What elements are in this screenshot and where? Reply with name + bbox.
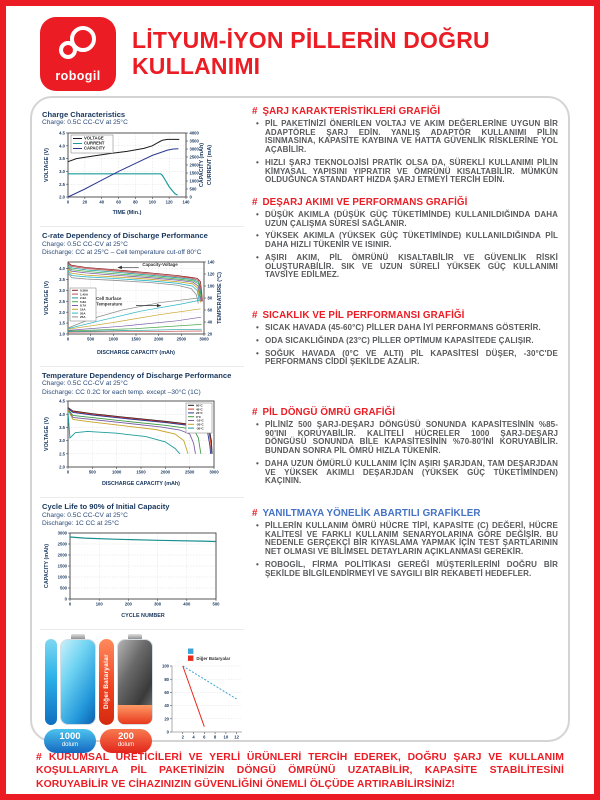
- footer-note: [36, 751, 564, 791]
- svg-text:2.0: 2.0: [59, 309, 65, 315]
- chart-subtitle: Discharge: 1C CC at 25°C: [42, 520, 120, 528]
- bullet-list: [252, 421, 558, 486]
- svg-text:-30°C: -30°C: [196, 426, 204, 431]
- battery-good: [44, 634, 96, 753]
- section-heading-text: PİL DÖNGÜ ÖMRÜ GRAFİĞİ: [262, 406, 396, 418]
- svg-text:1500: 1500: [131, 336, 141, 342]
- svg-text:2500: 2500: [185, 469, 195, 475]
- section-heading: [252, 508, 558, 519]
- svg-text:2500: 2500: [189, 154, 199, 160]
- hash-marker: #: [252, 406, 258, 418]
- svg-text:5.8A: 5.8A: [80, 299, 87, 304]
- svg-text:140: 140: [182, 199, 190, 205]
- svg-text:-20°C: -20°C: [196, 422, 204, 427]
- chart-canvas-charge: [42, 128, 244, 221]
- chart-crate-discharge: [40, 227, 244, 367]
- svg-text:VOLTAGE (V): VOLTAGE (V): [44, 148, 50, 183]
- good-cycles-unit: dolum: [61, 742, 79, 749]
- section-heading-text: YANILTMAYA YÖNELİK ABARTILI GRAFİKLER: [262, 507, 481, 519]
- svg-text:23°C: 23°C: [196, 411, 203, 416]
- svg-text:2000: 2000: [189, 162, 199, 168]
- svg-text:500: 500: [87, 336, 95, 342]
- bullet: • HIZLI ŞARJ TEKNOLOJİSİ PRATİK OLSA DA, SÜREKLİ KULLANIMI PİLİN KİMYASAL YAPISINI YIPRATIR VE ÖMRÜNÜ KISALTABİLİR. MÜMKÜN OLDUĞUNCA STANDART HIZDA ŞARJ ETMEYİ TERCİH EDİN.: [265, 159, 558, 185]
- svg-text:500: 500: [88, 469, 96, 475]
- bullet: • ODA SICAKLIĞINDA (23°C) PİLLER OPTİMUM KAPASİTEDE ÇALIŞIR.: [265, 337, 558, 346]
- svg-text:2000: 2000: [57, 552, 67, 558]
- svg-text:25A: 25A: [80, 314, 86, 319]
- svg-text:3500: 3500: [189, 138, 199, 144]
- section-heading-text: ŞARJ KARAKTERİSTİKLERİ GRAFİĞİ: [262, 106, 441, 117]
- svg-text:0: 0: [66, 469, 70, 475]
- low-charge-level: [118, 705, 152, 723]
- svg-text:2.5: 2.5: [59, 298, 65, 304]
- svg-text:2000: 2000: [160, 469, 170, 475]
- svg-text:100: 100: [95, 601, 103, 607]
- svg-text:CAPACITY (mAh): CAPACITY (mAh): [199, 142, 205, 188]
- red-capsule: [99, 639, 114, 725]
- svg-text:CURRENT: CURRENT: [84, 140, 105, 146]
- footer-text: KURUMSAL ÜRETİCİLERİ VE YERLİ ÜRÜNLERİ TERCİH EDEREK, DOĞRU ŞARJ VE KULLANIM KOŞULLARIYLA PİL PAKETİNİZİN DÖNGÜ ÖMRÜNÜ UZATABİLİR, KAPASİTE STABİLİTESİNİ KORUYABİLİR VE CİHAZINIZIN GÜVENLİĞİNİ ÖNEMLİ ÖLÇÜDE ARTIRABİLİRSİNİZ!: [36, 752, 564, 790]
- chart-title: Temperature Dependency of Discharge Performance: [42, 370, 232, 380]
- svg-text:15A: 15A: [80, 307, 86, 312]
- empty-battery-icon: [117, 639, 153, 725]
- hash-marker: #: [252, 197, 258, 209]
- svg-text:3.5: 3.5: [59, 425, 65, 431]
- svg-text:CAPACITY: CAPACITY: [84, 145, 106, 151]
- full-battery-icon: [60, 639, 96, 725]
- svg-text:2.0: 2.0: [59, 464, 65, 470]
- svg-text:500: 500: [212, 601, 220, 607]
- hash-marker: #: [36, 752, 42, 763]
- bullet: • DÜŞÜK AKIMLA (DÜŞÜK GÜÇ TÜKETİMİNDE) KULLANILDIĞINDA DAHA UZUN ÇALIŞMA SÜRESİ SAĞLANIR.: [265, 211, 558, 228]
- chart-cycle-life: [40, 498, 244, 630]
- svg-text:0: 0: [189, 194, 192, 200]
- svg-text:20: 20: [164, 716, 169, 722]
- chart-charge-characteristics: [40, 106, 244, 227]
- svg-text:0°C: 0°C: [196, 415, 202, 420]
- svg-text:60: 60: [164, 689, 169, 695]
- svg-text:Capacity-Voltage: Capacity-Voltage: [142, 261, 178, 267]
- content-card: [30, 96, 570, 749]
- svg-text:4.0: 4.0: [59, 143, 65, 149]
- svg-text:2: 2: [181, 734, 184, 740]
- hash-marker: #: [252, 106, 258, 117]
- bullet: • SICAK HAVADA (45-60°C) PİLLER DAHA İYİ PERFORMANS GÖSTERİR.: [265, 324, 558, 333]
- svg-text:4.5: 4.5: [59, 130, 65, 136]
- svg-text:2.5: 2.5: [59, 181, 65, 187]
- svg-text:3000: 3000: [57, 530, 67, 536]
- robogil-logo: [40, 17, 116, 91]
- bullet: • DAHA UZUN ÖMÜRLÜ KULLANIM İÇİN AŞIRI ŞARJDAN, TAM DEŞARJDAN VE YÜKSEK AKIMLI DEŞARJDAN (YÜKSEK GÜÇ TÜKETİMİNDEN) KAÇININ.: [265, 460, 558, 486]
- battery-good-group: [44, 634, 96, 753]
- svg-text:Temperature: Temperature: [96, 301, 123, 307]
- battery-comparison: [40, 630, 244, 753]
- svg-text:4.0: 4.0: [59, 412, 65, 418]
- section-heading: [252, 197, 558, 208]
- svg-text:1000: 1000: [108, 336, 118, 342]
- svg-text:4000: 4000: [189, 130, 199, 136]
- svg-text:45°C: 45°C: [196, 407, 203, 412]
- svg-text:20: 20: [82, 199, 88, 205]
- svg-text:80: 80: [133, 199, 138, 205]
- svg-text:2.5: 2.5: [59, 451, 65, 457]
- svg-text:0: 0: [66, 199, 70, 205]
- svg-text:10: 10: [223, 734, 229, 740]
- svg-text:Cell Surface: Cell Surface: [96, 295, 122, 301]
- svg-text:CYCLE NUMBER: CYCLE NUMBER: [121, 612, 165, 619]
- svg-text:200: 200: [124, 601, 132, 607]
- text-column: [252, 106, 558, 732]
- svg-text:VOLTAGE (V): VOLTAGE (V): [44, 417, 50, 452]
- section-heading: [252, 310, 558, 321]
- svg-text:TEMPERATURE (°C): TEMPERATURE (°C): [217, 271, 223, 324]
- bullet: • ROBOGİL, FİRMA POLİTİKASI GEREĞİ MÜŞTERİLERİNİ DOĞRU BİR ŞEKİLDE BİLGİLENDİRMEYİ VE SAYGILI BİR REKABETİ HEDEFLER.: [265, 561, 558, 578]
- chart-subtitle: Charge: 0.5C CC-CV at 25°C: [42, 240, 128, 248]
- chart-subtitle: Charge: 0.5C CC-CV at 25°C: [42, 119, 128, 127]
- section-heading: [252, 106, 558, 117]
- svg-text:3.5: 3.5: [59, 276, 65, 282]
- good-cycles-value: 1000: [59, 730, 81, 742]
- svg-text:120: 120: [165, 199, 173, 205]
- svg-text:2500: 2500: [57, 541, 67, 547]
- svg-text:1500: 1500: [189, 170, 199, 176]
- svg-text:20: 20: [207, 331, 213, 337]
- charts-column: [40, 106, 244, 749]
- svg-text:3000: 3000: [209, 469, 219, 475]
- svg-text:1000: 1000: [57, 574, 67, 580]
- svg-text:2.9A: 2.9A: [80, 295, 87, 300]
- svg-text:0.58A: 0.58A: [80, 288, 89, 293]
- svg-text:DISCHARGE CAPACITY (mAh): DISCHARGE CAPACITY (mAh): [102, 481, 180, 488]
- chart-canvas-comparison: [158, 640, 250, 753]
- svg-text:DISCHARGE CAPACITY (mAh): DISCHARGE CAPACITY (mAh): [97, 349, 175, 356]
- page-title-line2: KULLANIMI: [132, 53, 261, 79]
- svg-text:3.0: 3.0: [59, 169, 65, 175]
- svg-text:1.0: 1.0: [59, 331, 65, 337]
- hash-marker: #: [252, 310, 258, 322]
- svg-text:500: 500: [60, 585, 67, 591]
- bullet-list: [252, 211, 558, 280]
- svg-text:300: 300: [154, 601, 162, 607]
- bullet-list: [252, 324, 558, 367]
- chart-subtitle: Charge: 0.5C CC-CV at 25°C: [42, 511, 128, 519]
- svg-text:40: 40: [207, 319, 213, 325]
- robogil-logo-icon: [55, 25, 101, 68]
- section-temperature: [252, 310, 558, 367]
- svg-text:1.5: 1.5: [59, 320, 65, 326]
- svg-text:3000: 3000: [199, 336, 209, 342]
- svg-text:140: 140: [207, 259, 215, 265]
- logo-text: robogil: [55, 69, 101, 83]
- svg-text:1000: 1000: [189, 178, 199, 184]
- svg-text:100: 100: [148, 199, 156, 205]
- svg-text:1500: 1500: [136, 469, 146, 475]
- svg-text:60°C: 60°C: [196, 403, 203, 408]
- chart-title: C-rate Dependency of Discharge Performance: [42, 231, 208, 241]
- svg-text:3.0: 3.0: [59, 438, 65, 444]
- chart-subtitle: Discharge: CC 0.2C for each temp. except –30°C (1C): [42, 388, 201, 396]
- svg-text:1000: 1000: [112, 469, 122, 475]
- svg-text:40: 40: [99, 199, 105, 205]
- svg-text:60: 60: [207, 307, 213, 313]
- bullet: • AŞIRI AKIM, PİL ÖMRÜNÜ KISALTABİLİR VE GÜVENLİK RİSKİ OLUŞTURABİLİR. SIK VE UZUN SÜRELİ YÜKSEK GÜÇ KULLANIMI TAVSİYE EDİLMEZ.: [265, 254, 558, 280]
- svg-text:2000: 2000: [154, 336, 164, 342]
- svg-text:0: 0: [166, 729, 169, 735]
- hash-marker: #: [252, 507, 258, 519]
- svg-text:4.5: 4.5: [59, 398, 65, 404]
- svg-text:TIME (Min.): TIME (Min.): [112, 210, 142, 217]
- chart-subtitle: Charge: 0.5C CC-CV at 25°C: [42, 380, 128, 388]
- bullet: • PİLİNİZ 500 ŞARJ-DEŞARJ DÖNGÜSÜ SONUNDA KAPASİTESİNİN %85-90'INI KORUYABİLİR. KALİTELİ HÜCRELER 1000 ŞARJ-DEŞARJ DÖNGÜSÜ SONUNDA BİLE KAPASİTESİNİN %70-80'İNİ KORUYABİLİR. BUNDAN SONRA PİL ÖMRÜ HIZLA TÜKENİR.: [265, 421, 558, 456]
- bullet: • PİL PAKETİNİZİ ÖNERİLEN VOLTAJ VE AKIM DEĞERLERİNE UYGUN BİR ADAPTÖRLE ŞARJ EDİN. YANLIŞ ADAPTÖR KULLANIMI PİLİN ISINMASINA, KAPASİTE KAYBINA VE HATTA GÜVENLİK RİSKLERİNE YOL AÇABİLİR.: [265, 120, 558, 155]
- svg-text:1.45A: 1.45A: [80, 291, 89, 296]
- svg-text:20A: 20A: [80, 310, 86, 315]
- bullet: • YÜKSEK AKIMLA (YÜKSEK GÜÇ TÜKETİMİNDE) KULLANILDIĞINDA PİL DAHA HIZLI TÜKENİR VE ISINIR.: [265, 232, 558, 249]
- svg-text:2500: 2500: [176, 336, 186, 342]
- chart-temperature-discharge: [40, 367, 244, 499]
- svg-text:6: 6: [203, 734, 206, 740]
- section-discharge: [252, 197, 558, 280]
- svg-text:3000: 3000: [189, 146, 199, 152]
- chart-canvas-cycle: [42, 529, 244, 624]
- bullet: • SOĞUK HAVADA (0°C VE ALTI) PİL KAPASİTESİ DÜŞER, -30°C'DE PERFORMANS CİDDİ ŞEKİLDE AZALIR.: [265, 350, 558, 367]
- chart-title: Charge Characteristics: [42, 110, 126, 119]
- bullet-list: [252, 120, 558, 185]
- svg-text:2.0: 2.0: [59, 194, 65, 200]
- bad-cycles-unit: dolum: [117, 742, 135, 749]
- section-charge: [252, 106, 558, 185]
- svg-text:3.5: 3.5: [59, 156, 65, 162]
- svg-text:60: 60: [116, 199, 121, 205]
- page-title-line1: LİTYUM-İYON PİLLERİN DOĞRU: [132, 27, 490, 54]
- chart-title: Cycle Life to 90% of Initial Capacity: [42, 502, 170, 512]
- svg-text:Diğer Bataryalar: Diğer Bataryalar: [196, 655, 231, 661]
- svg-text:400: 400: [183, 601, 191, 607]
- svg-text:12: 12: [234, 734, 239, 740]
- svg-text:80: 80: [207, 295, 213, 301]
- svg-text:1500: 1500: [57, 563, 67, 569]
- svg-text:80: 80: [164, 676, 169, 682]
- header: [6, 6, 594, 96]
- chart-canvas-temperature: [42, 397, 244, 492]
- svg-text:0: 0: [64, 596, 67, 602]
- svg-text:CAPACITY (mAh): CAPACITY (mAh): [44, 543, 50, 588]
- section-heading-text: SICAKLIK VE PİL PERFORMANSI GRAFİĞİ: [262, 310, 465, 322]
- svg-text:120: 120: [207, 271, 215, 277]
- battery-bad: [99, 634, 153, 753]
- svg-text:500: 500: [189, 186, 197, 192]
- chart-subtitle: Discharge: CC at 25°C – Cell temperature cut-off 80°C: [42, 249, 202, 257]
- svg-text:8.7A: 8.7A: [80, 303, 87, 308]
- section-misleading-charts: [252, 508, 558, 578]
- svg-text:8: 8: [213, 734, 217, 740]
- svg-text:VOLTAGE (V): VOLTAGE (V): [44, 280, 50, 315]
- bad-cycles-value: 200: [118, 730, 134, 742]
- svg-text:4: 4: [192, 734, 195, 740]
- svg-text:100: 100: [207, 283, 215, 289]
- svg-text:VOLTAGE: VOLTAGE: [84, 135, 104, 141]
- other-batteries-label: Diğer Bataryalar: [103, 654, 110, 710]
- svg-text:-10°C: -10°C: [196, 418, 204, 423]
- page-title: [132, 28, 490, 80]
- svg-text:CURRENT (mA): CURRENT (mA): [207, 144, 213, 186]
- bullet: • PİLLERİN KULLANIM ÖMRÜ HÜCRE TİPİ, KAPASİTE (C) DEĞERİ, HÜCRE KALİTESİ VE FARKLI KULLANIM SENARYOLARINA GÖRE DEĞİŞİR. BU NEDENLE GERÇEKÇİ BİR KIYASLAMA YAPMAK İÇİN TEST ŞARTLARININ NET OLMASI VE BİLİMSEL DETAYLARIN AÇIKLANMASI GEREKİR.: [265, 522, 558, 557]
- svg-text:0: 0: [66, 336, 70, 342]
- section-cycle-life: [252, 407, 558, 486]
- battery-bad-group: [99, 634, 153, 753]
- svg-text:3.0: 3.0: [59, 287, 65, 293]
- svg-text:100: 100: [162, 663, 169, 669]
- svg-text:40: 40: [164, 703, 169, 709]
- bullet-list: [252, 522, 558, 578]
- good-cycles-badge: [44, 729, 96, 753]
- svg-text:4.0: 4.0: [59, 265, 65, 271]
- svg-text:0: 0: [68, 601, 72, 607]
- section-heading: [252, 407, 558, 418]
- bad-cycles-badge: [100, 729, 152, 753]
- chart-canvas-crate: [42, 258, 244, 361]
- section-heading-text: DEŞARJ AKIMI VE PERFORMANS GRAFİĞİ: [262, 197, 468, 209]
- blue-capsule: [45, 639, 57, 725]
